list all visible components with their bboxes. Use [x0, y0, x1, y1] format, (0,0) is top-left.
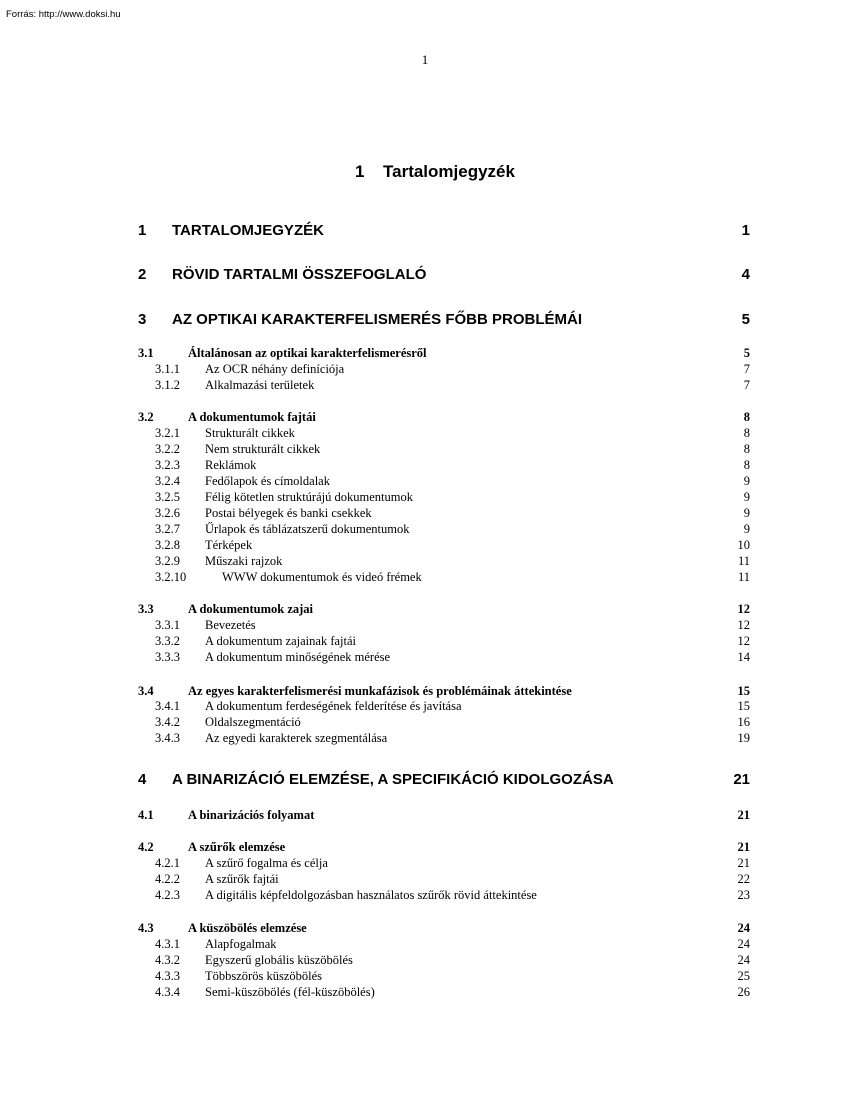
toc-entry-number: 3: [138, 311, 147, 328]
toc-entry-page: 15: [737, 684, 750, 698]
toc-entry-number: 4.1: [138, 808, 154, 822]
toc-entry-title: A küszöbölés elemzése: [188, 921, 307, 935]
toc-entry-page: 21: [737, 808, 750, 822]
toc-entry-title: Térképek: [205, 538, 253, 552]
toc-entry-page: 21: [737, 840, 750, 854]
toc-entry-title: Űrlapok és táblázatszerű dokumentumok: [205, 522, 410, 536]
toc-entry-title: RÖVID TARTALMI ÖSSZEFOGLALÓ: [172, 266, 427, 283]
toc-entry-number: 3.3.3: [155, 650, 180, 664]
toc-entry-number: 3.3.2: [155, 634, 180, 648]
page-title-number: 1: [355, 162, 365, 181]
toc-entry-number: 3.3: [138, 602, 154, 616]
toc-entry-page: 15: [737, 699, 750, 713]
toc-entry-page: 9: [743, 522, 750, 536]
toc-entry-page: 19: [737, 731, 750, 745]
toc-entry-number: 3.4.1: [155, 699, 180, 713]
toc-entry-page: 12: [737, 634, 750, 648]
toc-entry-title: A dokumentum ferdeségének felderítése és javítása: [205, 699, 462, 713]
toc-entry-page: 4: [741, 266, 750, 283]
toc-entry-page: 14: [737, 650, 750, 664]
toc-entry-title: A BINARIZÁCIÓ ELEMZÉSE, A SPECIFIKÁCIÓ KIDOLGOZÁSA: [172, 771, 614, 788]
toc-entry-page: 5: [741, 311, 750, 328]
toc-entry-title: Bevezetés: [205, 618, 256, 632]
toc-entry-title: Fedőlapok és címoldalak: [205, 474, 330, 488]
toc-entry-number: 4.2.1: [155, 856, 180, 870]
toc-entry-page: 22: [737, 872, 750, 886]
toc-entry-page: 9: [743, 506, 750, 520]
toc-entry-number: 4.3: [138, 921, 154, 935]
source-note: Forrás: http://www.doksi.hu: [6, 9, 121, 20]
toc-entry-page: 24: [737, 953, 750, 967]
toc-entry-page: 12: [737, 602, 750, 616]
toc-entry-number: 3.2.8: [155, 538, 180, 552]
page-title-text: Tartalomjegyzék: [383, 162, 515, 181]
toc-entry-title: A dokumentum minőségének mérése: [205, 650, 391, 664]
toc-entry-title: Alkalmazási területek: [205, 378, 315, 392]
toc-entry-page: 25: [737, 969, 750, 983]
toc-entry-page: 7: [743, 378, 750, 392]
toc-entry-page: 11: [737, 570, 750, 584]
toc-entry-number: 2: [138, 266, 147, 283]
toc-entry-title: Strukturált cikkek: [205, 426, 295, 440]
toc-entry-number: 4.3.3: [155, 969, 180, 983]
toc-entry-page: 12: [737, 618, 750, 632]
toc-entry-title: Postai bélyegek és banki csekkek: [205, 506, 372, 520]
toc-entry-number: 4.3.2: [155, 953, 180, 967]
toc-entry-number: 1: [138, 222, 147, 239]
toc-entry-title: Egyszerű globális küszöbölés: [205, 953, 353, 967]
toc-entry-number: 4.2.2: [155, 872, 180, 886]
toc-entry-page: 1: [741, 222, 750, 239]
toc-entry-page: 7: [743, 362, 750, 376]
toc-entry-number: 3.1: [138, 346, 154, 360]
toc-entry-number: 3.2.3: [155, 458, 180, 472]
toc-entry-page: 8: [743, 442, 750, 456]
toc-entry-number: 4.2.3: [155, 888, 180, 902]
toc-entry-title: WWW dokumentumok és videó frémek: [222, 570, 422, 584]
toc-entry-number: 3.2.1: [155, 426, 180, 440]
toc-entry-title: Alapfogalmak: [205, 937, 277, 951]
toc-entry-number: 3.1.1: [155, 362, 180, 376]
toc-entry-title: A dokumentumok fajtái: [188, 410, 316, 424]
toc-entry-title: A szűrő fogalma és célja: [205, 856, 328, 870]
toc-entry-page: 8: [743, 426, 750, 440]
toc-entry-number: 3.2.9: [155, 554, 180, 568]
toc-entry-title: A dokumentumok zajai: [188, 602, 314, 616]
toc-entry-page: 24: [737, 937, 750, 951]
toc-entry-title: Oldalszegmentáció: [205, 715, 301, 729]
toc-entry-number: 3.4.2: [155, 715, 180, 729]
page-number: 1: [421, 52, 429, 67]
toc-entry-page: 8: [743, 410, 750, 424]
toc-entry-title: A szűrők elemzése: [188, 840, 286, 854]
toc-entry-number: 3.4: [138, 684, 154, 698]
toc-entry-title: Általánosan az optikai karakterfelismerésről: [188, 346, 427, 360]
toc-entry-number: 3.2.4: [155, 474, 180, 488]
toc-entry-page: 24: [737, 921, 750, 935]
toc-entry-title: Reklámok: [205, 458, 257, 472]
toc-entry-title: Félig kötetlen struktúrájú dokumentumok: [205, 490, 413, 504]
toc-entry-number: 3.2.6: [155, 506, 180, 520]
toc-entry-number: 4.3.1: [155, 937, 180, 951]
toc-entry-number: 3.2.10: [155, 570, 187, 584]
toc-entry-title: AZ OPTIKAI KARAKTERFELISMERÉS FŐBB PROBLÉMÁI: [172, 311, 583, 328]
toc-entry-number: 3.2.7: [155, 522, 180, 536]
toc-entry-title: Többszörös küszöbölés: [205, 969, 322, 983]
toc-entry-number: 3.2.2: [155, 442, 180, 456]
toc-entry-page: 21: [737, 856, 750, 870]
toc-entry-title: A dokumentum zajainak fajtái: [205, 634, 356, 648]
toc-entry-title: A digitális képfeldolgozásban használatos szűrők rövid áttekintése: [205, 888, 537, 902]
toc-entry-title: Műszaki rajzok: [205, 554, 283, 568]
toc-entry-title: TARTALOMJEGYZÉK: [172, 222, 324, 239]
toc-entry-page: 5: [743, 346, 750, 360]
toc-entry-page: 16: [737, 715, 750, 729]
toc-entry-title: A binarizációs folyamat: [188, 808, 315, 822]
toc-entry-number: 3.2.5: [155, 490, 180, 504]
toc-entry-title: Az OCR néhány definíciója: [205, 362, 345, 376]
toc-entry-title: A szűrők fajtái: [205, 872, 279, 886]
toc-entry-page: 8: [743, 458, 750, 472]
toc-entry-title: Semi-küszöbölés (fél-küszöbölés): [205, 985, 375, 999]
toc-entry-page: 9: [743, 490, 750, 504]
toc-entry-number: 3.2: [138, 410, 154, 424]
toc-entry-page: 26: [737, 985, 750, 999]
toc-entry-title: Az egyes karakterfelismerési munkafázisok és problémáinak áttekintése: [188, 684, 572, 698]
toc-entry-page: 21: [733, 771, 750, 788]
toc-entry-number: 3.4.3: [155, 731, 180, 745]
toc-entry-page: 10: [737, 538, 750, 552]
toc-entry-page: 23: [737, 888, 750, 902]
toc-entry-page: 11: [737, 554, 750, 568]
toc-entry-number: 3.3.1: [155, 618, 180, 632]
toc-entry-title: Az egyedi karakterek szegmentálása: [205, 731, 388, 745]
toc-entry-number: 4: [138, 771, 147, 788]
toc-entry-page: 9: [743, 474, 750, 488]
toc-entry-number: 4.3.4: [155, 985, 180, 999]
toc-entry-title: Nem strukturált cikkek: [205, 442, 321, 456]
toc-entry-number: 3.1.2: [155, 378, 180, 392]
toc-entry-number: 4.2: [138, 840, 154, 854]
